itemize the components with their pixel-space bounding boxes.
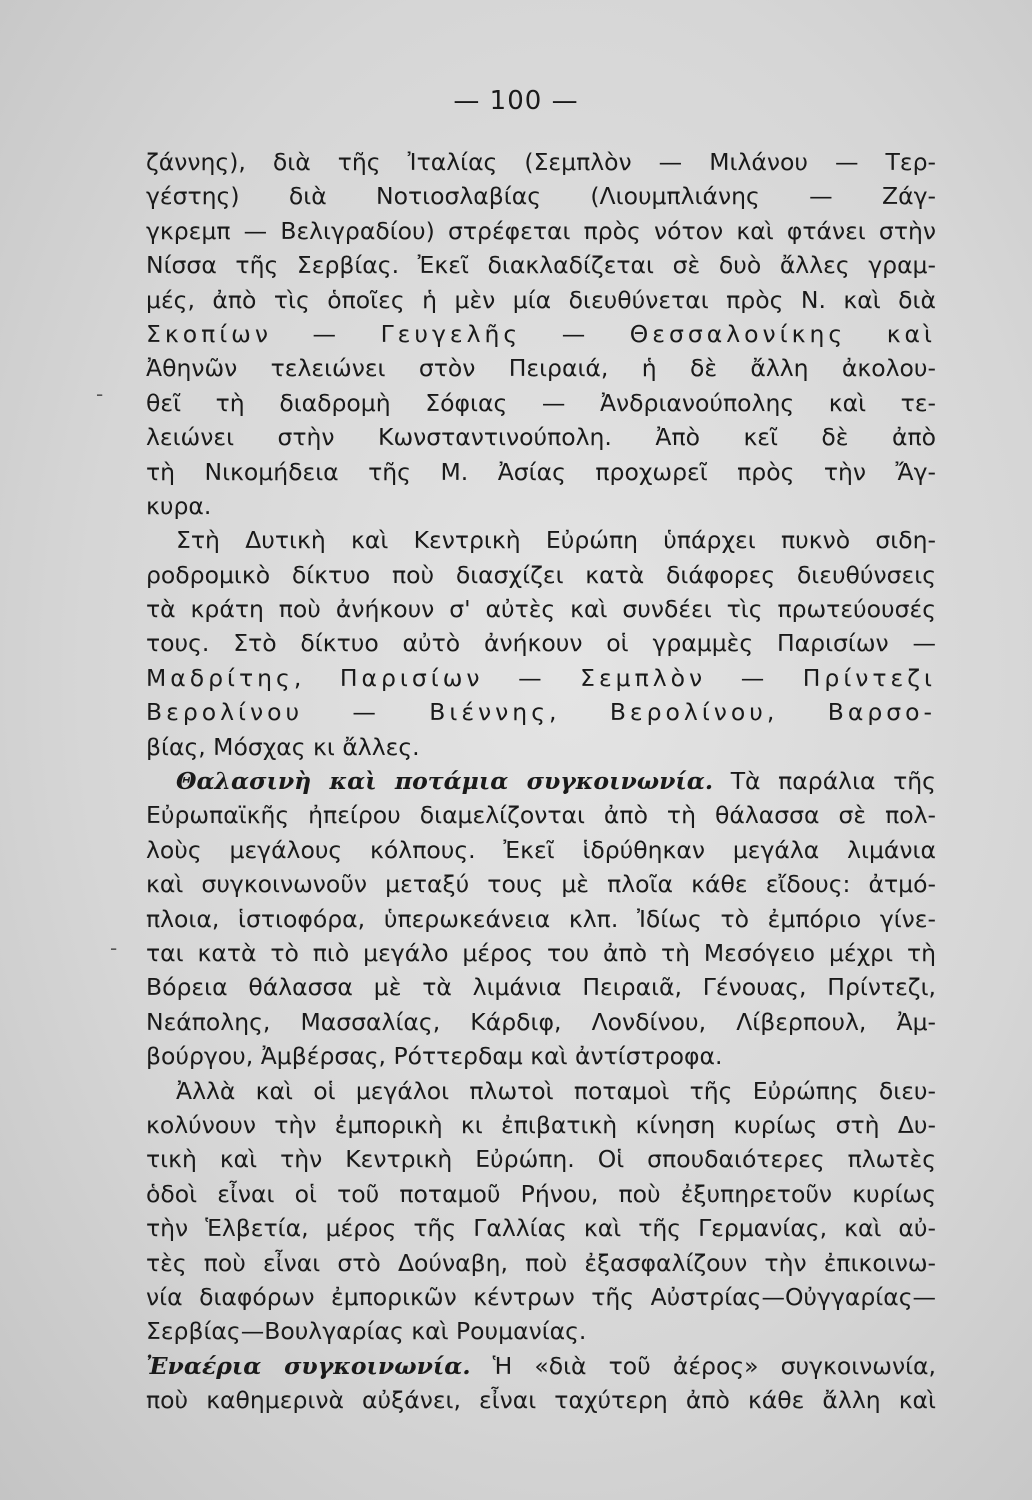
margin-mark: -: [110, 936, 118, 960]
text-fragment: Ἡ «διὰ τοῦ ἀέρος» συγκοινωνία,: [492, 1351, 936, 1380]
paragraph-river-transport: [146, 1074, 936, 1349]
text-line: νία διαφόρων ἐμπορικῶν κέντρων τῆς Αὐστρίας—Οὐγγαρίας—: [146, 1282, 936, 1311]
text-line: ροδρομικὸ δίκτυο ποὺ διασχίζει κατὰ διάφορες διευθύνσεις: [146, 560, 936, 589]
text-line: βίας, Μόσχας κι ἄλλες.: [146, 732, 420, 761]
text-line: γέστης) διὰ Νοτιοσλαβίας (Λιουμπλιάνης — Ζάγ-: [146, 182, 936, 211]
text-line: βούργου, Ἀμβέρσας, Ρόττερδαμ καὶ ἀντίστροφα.: [146, 1042, 723, 1071]
text-line: κυρα.: [146, 491, 212, 520]
text-line: ζάννης), διὰ τῆς Ἰταλίας (Σεμπλὸν — Μιλάνου — Τερ-: [146, 148, 936, 176]
text-line: ποὺ καθημερινὰ αὐξάνει, εἶναι ταχύτερη ἀπὸ κάθε ἄλλη καὶ: [146, 1386, 936, 1415]
text-fragment: Τὰ παράλια τῆς: [730, 767, 936, 796]
text-line: θεῖ τὴ διαδρομὴ Σόφιας — Ἀνδριανούπολης καὶ τε-: [146, 388, 936, 417]
body-text: [146, 145, 936, 1417]
text-line: Σερβίας—Βουλγαρίας καὶ Ρουμανίας.: [146, 1317, 587, 1346]
paragraph-railways-west: [146, 523, 936, 764]
text-line: γκρεμπ — Βελιγραδίου) στρέφεται πρὸς νότον καὶ φτάνει στὴν: [146, 216, 936, 245]
text-line: λοὺς μεγάλους κόλπους. Ἐκεῖ ἱδρύθηκαν μεγάλα λιμάνια: [146, 835, 936, 864]
margin-mark: -: [96, 382, 104, 406]
text-line: καὶ συγκοινωνοῦν μεταξύ τους μὲ πλοῖα κάθε εἴδους: ἀτμό-: [146, 870, 936, 899]
page-number: — 100 —: [453, 86, 579, 116]
text-line: κολύνουν τὴν ἐμπορικὴ κι ἐπιβατικὴ κίνηση κυρίως στὴ Δυ-: [146, 1110, 936, 1139]
text-line: ὁδοὶ εἶναι οἱ τοῦ ποταμοῦ Ρήνου, ποὺ ἐξυπηρετοῦν κυρίως: [146, 1179, 936, 1208]
text-line: Νίσσα τῆς Σερβίας. Ἐκεῖ διακλαδίζεται σὲ δυὸ ἄλλες γραμ-: [146, 251, 936, 280]
text-line: Βόρεια θάλασσα μὲ τὰ λιμάνια Πειραιᾶ, Γένουας, Πρίντεζι,: [146, 973, 936, 1002]
text-line: [146, 1349, 936, 1383]
paragraph-railways-east: [146, 145, 936, 523]
text-line: Εὐρωπαϊκῆς ἠπείρου διαμελίζονται ἀπὸ τὴ θάλασσα σὲ πολ-: [146, 801, 936, 830]
text-line: Στὴ Δυτικὴ καὶ Κεντρικὴ Εὐρώπη ὑπάρχει πυκνὸ σιδη-: [176, 526, 936, 555]
text-line: Ἀλλὰ καὶ οἱ μεγάλοι πλωτοὶ ποταμοὶ τῆς Εὐρώπης διευ-: [176, 1076, 936, 1105]
paragraph-sea-transport: [146, 764, 936, 1074]
text-line: τὲς ποὺ εἶναι στὸ Δούναβη, ποὺ ἐξασφαλίζουν τὴν ἐπικοινω-: [146, 1248, 936, 1277]
text-line: τικὴ καὶ τὴν Κεντρικὴ Εὐρώπη. Οἱ σπουδαιότερες πλωτὲς: [146, 1145, 936, 1174]
text-line: [146, 764, 936, 798]
paragraph-air-transport: [146, 1349, 936, 1418]
text-line: τους. Στὸ δίκτυο αὐτὸ ἀνήκουν οἱ γραμμὲς Παρισίων —: [146, 629, 936, 658]
text-line: μές, ἀπὸ τὶς ὁποῖες ἡ μὲν μία διευθύνεται πρὸς Ν. καὶ διὰ: [146, 285, 936, 314]
text-line: Ἀθηνῶν τελειώνει στὸν Πειραιά, ἡ δὲ ἄλλη ἀκολου-: [146, 354, 936, 383]
text-line: πλοια, ἱστιοφόρα, ὑπερωκεάνεια κλπ. Ἰδίως τὸ ἐμπόριο γίνε-: [146, 904, 936, 933]
text-line: τὰ κράτη ποὺ ἀνήκουν σ' αὐτὲς καὶ συνδέει τὶς πρωτεύουσές: [146, 595, 936, 624]
text-line: λειώνει στὴν Κωνσταντινούπολη. Ἀπὸ κεῖ δὲ ἀπὸ: [146, 423, 936, 452]
text-line: Σκοπίων — Γευγελῆς — Θεσσαλονίκης καὶ: [146, 319, 936, 348]
section-heading-air: Ἐναέρια συγκοινωνία.: [146, 1351, 471, 1380]
text-line: Μαδρίτης, Παρισίων — Σεμπλὸν — Πρίντεζι: [146, 663, 936, 692]
text-line: τὴν Ἑλβετία, μέρος τῆς Γαλλίας καὶ τῆς Γερμανίας, καὶ αὐ-: [146, 1214, 936, 1243]
text-line: Νεάπολης, Μασσαλίας, Κάρδιφ, Λονδίνου, Λίβερπουλ, Ἀμ-: [146, 1007, 936, 1036]
text-line: ται κατὰ τὸ πιὸ μεγάλο μέρος του ἀπὸ τὴ Μεσόγειο μέχρι τὴ: [146, 938, 936, 967]
text-line: Βερολίνου — Βιέννης, Βερολίνου, Βαρσο-: [146, 698, 936, 727]
text-line: τὴ Νικομήδεια τῆς Μ. Ἀσίας προχωρεῖ πρὸς τὴν Ἄγ-: [146, 457, 936, 486]
section-heading-sea: Θαλασινὴ καὶ ποτάμια συγκοινωνία.: [176, 767, 714, 796]
